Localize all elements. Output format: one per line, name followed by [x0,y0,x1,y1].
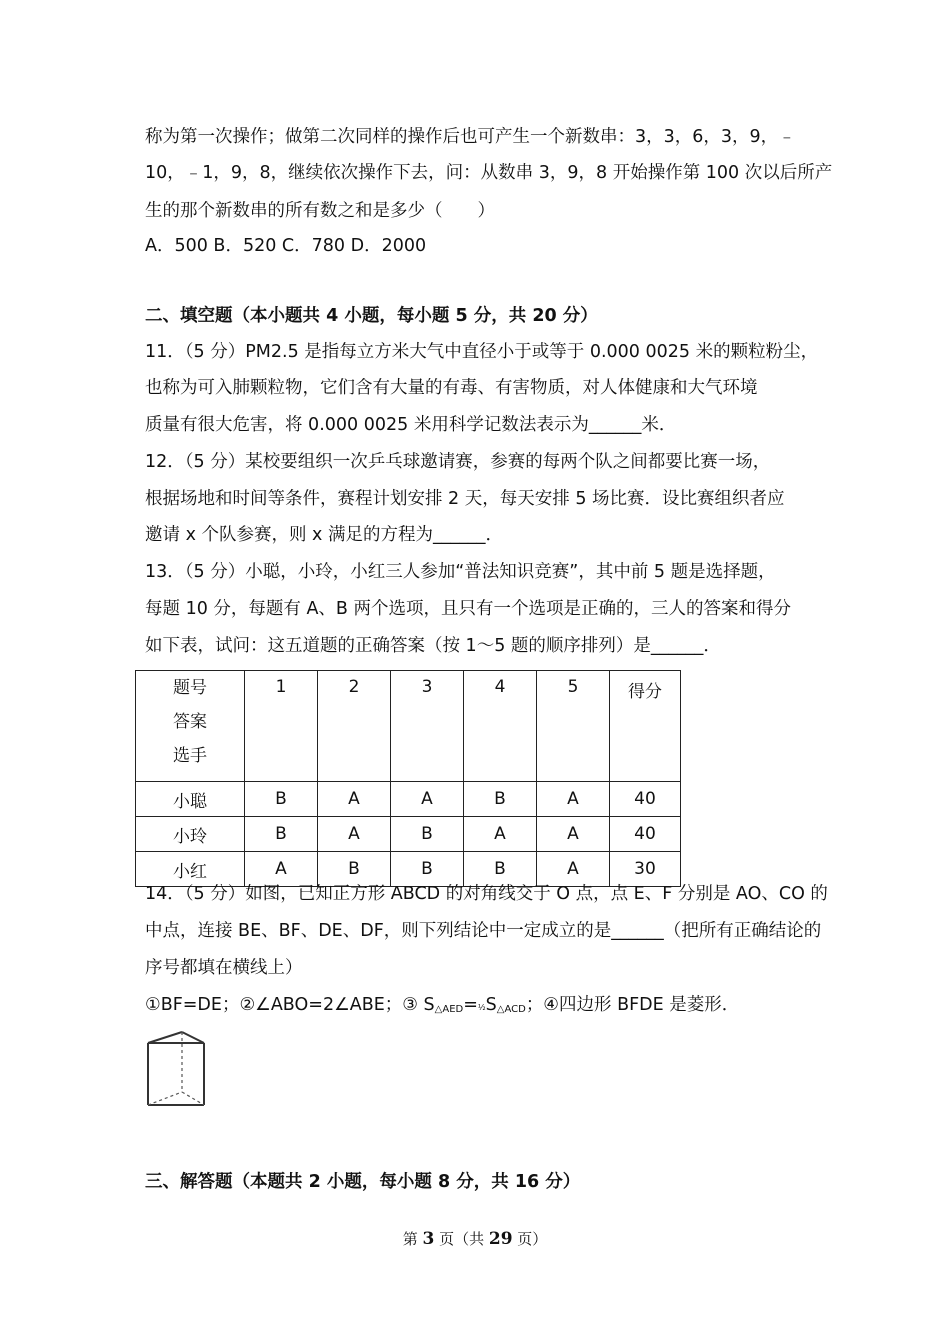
score-cell: 40 [610,817,681,852]
q10-line-1: 称为第一次操作；做第二次同样的操作后也可产生一个新数串：3，3，6，3，9，﹣ [145,127,796,147]
column-header: 5 [537,671,610,782]
column-header: 4 [464,671,537,782]
column-header: 1 [245,671,318,782]
q14-s: S [485,995,497,1015]
q11-line-2: 也称为可入肺颗粒物，它们含有大量的有毒、有害物质，对人体健康和大气环境 [145,378,758,398]
answer-cell: A [245,852,318,887]
q14-eq: = [463,995,478,1015]
q14-line-2: 中点，连接 BE、BF、DE、DF，则下列结论中一定成立的是______（把所有正确结论的 [145,921,822,941]
q12-line-2: 根据场地和时间等条件，赛程计划安排 2 天，每天安排 5 场比赛．设比赛组织者应 [145,489,785,509]
q14-sub-acd: △ACD [496,1004,526,1015]
answer-cell: B [391,852,464,887]
answer-cell: A [464,817,537,852]
answer-cell: A [318,817,391,852]
answer-cell: B [245,817,318,852]
q14-sub-aed: △AED [434,1004,464,1015]
page-footer [0,1228,950,1249]
q11-line-1: 11．（5 分）PM2.5 是指每立方米大气中直径小于或等于 0.000 0025 米的颗粒粉尘， [145,342,819,362]
player-name: 小玲 [136,817,245,852]
player-name: 小聪 [136,782,245,817]
q11-line-3: 质量有很大危害，将 0.000 0025 米用科学记数法表示为______米． [145,415,677,435]
answer-cell: A [537,852,610,887]
footer-mid: 页（共 [434,1230,489,1248]
q13-line-3: 如下表，试问：这五道题的正确答案（按 1～5 题的顺序排列）是______． [145,636,721,656]
table-row [136,782,681,817]
answer-cell: B [464,782,537,817]
q10-line-2: 10，﹣1，9，8，继续依次操作下去，问：从数串 3，9，8 开始操作第 100 次以后所产 [145,163,833,183]
footer-page-number: 3 [422,1229,435,1249]
q12-line-1: 12．（5 分）某校要组织一次乒乓球邀请赛，参赛的每两个队之间都要比赛一场， [145,452,771,472]
score-cell: 40 [610,782,681,817]
answer-cell: A [537,782,610,817]
q14-conclusions [145,993,739,1022]
corner-label-question: 题号 [173,678,207,698]
q13-line-1: 13．（5 分）小聪，小玲，小红三人参加“普法知识竞赛”，其中前 5 题是选择题， [145,562,776,582]
answer-cell: B [318,852,391,887]
answer-cell: A [537,817,610,852]
q14-line-3: 序号都填在横线上） [145,958,303,978]
footer-pre: 第 [402,1230,423,1248]
q14-fraction: ½ [477,1003,486,1012]
answer-cell: B [464,852,537,887]
column-header: 3 [391,671,464,782]
answer-cell: B [245,782,318,817]
footer-total-pages: 29 [488,1229,513,1249]
column-header-score: 得分 [610,671,681,782]
player-name: 小红 [136,852,245,887]
corner-label-player: 选手 [173,746,207,766]
table-row [136,817,681,852]
footer-post: 页） [512,1230,548,1248]
prism-figure [140,1026,212,1110]
q10-line-3: 生的那个新数串的所有数之和是多少（ ） [145,201,495,221]
q14-conclusion-text-1: ①BF=DE；②∠ABO=2∠ABE；③ S [145,995,435,1015]
table-corner-cell [136,671,245,782]
q13-line-2: 每题 10 分，每题有 A、B 两个选项，且只有一个选项是正确的，三人的答案和得分 [145,599,791,619]
score-cell: 30 [610,852,681,887]
answer-cell: B [391,817,464,852]
q10-options: A．500 B．520 C．780 D．2000 [145,236,427,256]
corner-label-answer: 答案 [173,712,207,732]
column-header: 2 [318,671,391,782]
score-table [135,670,681,887]
q14-line-1: 14．（5 分）如图，已知正方形 ABCD 的对角线交于 O 点，点 E、F 分别是 AO、CO 的 [145,884,828,904]
q14-conclusion-text-2: ；④四边形 BFDE 是菱形． [525,995,740,1015]
q12-line-3: 邀请 x 个队参赛，则 x 满足的方程为______． [145,525,503,545]
answer-cell: A [318,782,391,817]
section-3-title: 三、解答题（本题共 2 小题，每小题 8 分，共 16 分） [145,1172,581,1192]
section-2-title: 二、填空题（本小题共 4 小题，每小题 5 分，共 20 分） [145,306,598,326]
table-header-row [136,671,681,782]
answer-cell: A [391,782,464,817]
